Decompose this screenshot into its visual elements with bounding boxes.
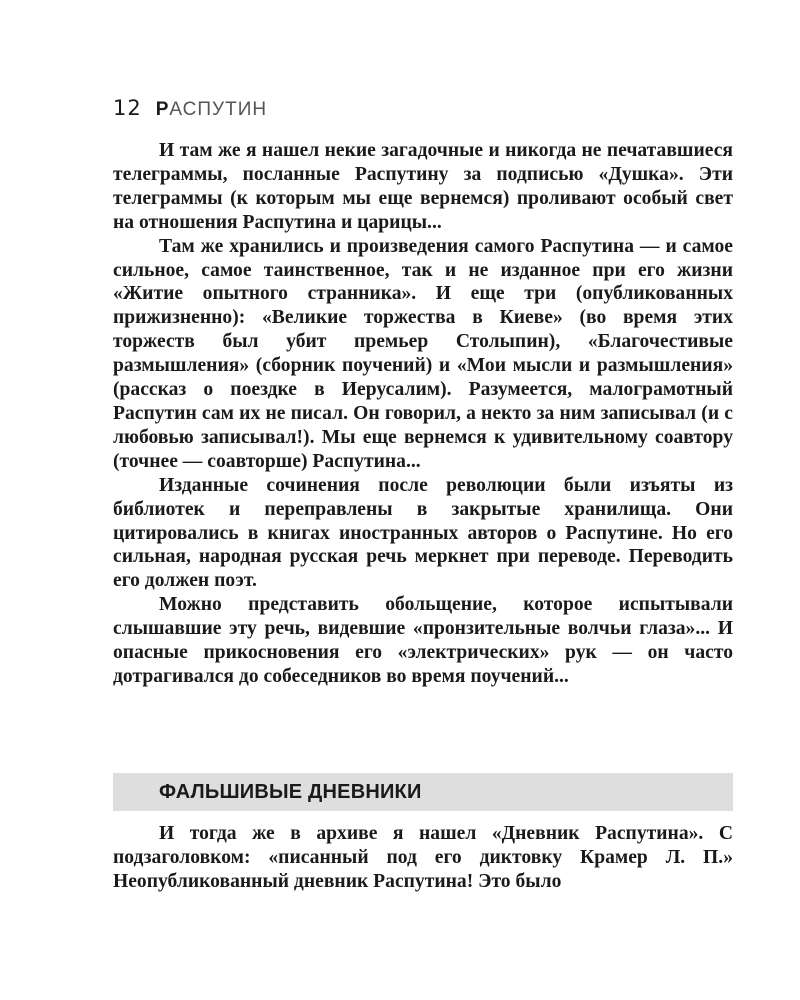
paragraph: Изданные сочинения после революции были изъяты из библиотек и переправлены в закрытые хранилища. Они цитировались в книгах иностранных авторов о Распутине. Но его сильная, народная русская речь меркнет при переводе. Переводить его должен поэт. bbox=[113, 474, 733, 592]
main-text bbox=[113, 139, 733, 689]
paragraph: Можно представить обольщение, которое испытывали слышавшие эту речь, видевшие «пронзительные волчьи глаза»... И опасные прикосновения его «электрических» рук — он часто дотрагивался до собеседников во время поучений... bbox=[113, 594, 733, 687]
paragraph: И там же я нашел некие загадочные и никогда не печатавшиеся телеграммы, посланные Распутину за подписью «Душка». Эти телеграммы (к которым мы еще вернемся) проливают особый свет на отношения Распутина и царицы... bbox=[113, 140, 733, 233]
section-heading: ФАЛЬШИВЫЕ ДНЕВНИКИ bbox=[159, 780, 422, 803]
running-title-initial: Р bbox=[155, 99, 170, 120]
running-title bbox=[156, 99, 267, 121]
paragraph: Там же хранились и произведения самого Распутина — и самое сильное, самое таинственное, так и не изданное при его жизни «Житие опытного странника». И еще три (опубликованных прижизненно): «Великие торжества в Киеве» (во время этих торжеств был убит премьер Столыпин), «Благочестивые размышления» (сборник поучений) и «Мои мысли и размышления» (рассказ о поездке в Иерусалим). Разумеется, малограмотный Распутин сам их не писал. Он говорил, а некто за ним записывал (и с любовью записывал!). Мы еще вернемся к удивительному соавтору (точнее — соавторше) Распутина... bbox=[113, 235, 733, 472]
section-heading-bar bbox=[113, 773, 733, 811]
section-text bbox=[113, 822, 733, 894]
running-title-rest: АСПУТИН bbox=[169, 99, 268, 120]
page-number: 12 bbox=[113, 96, 142, 120]
paragraph: И тогда же в архиве я нашел «Дневник Распутина». С подзаголовком: «писанный под его диктовку Крамер Л. П.» Неопубликованный дневник Распутина! Это было bbox=[113, 823, 733, 892]
running-header bbox=[113, 96, 267, 121]
